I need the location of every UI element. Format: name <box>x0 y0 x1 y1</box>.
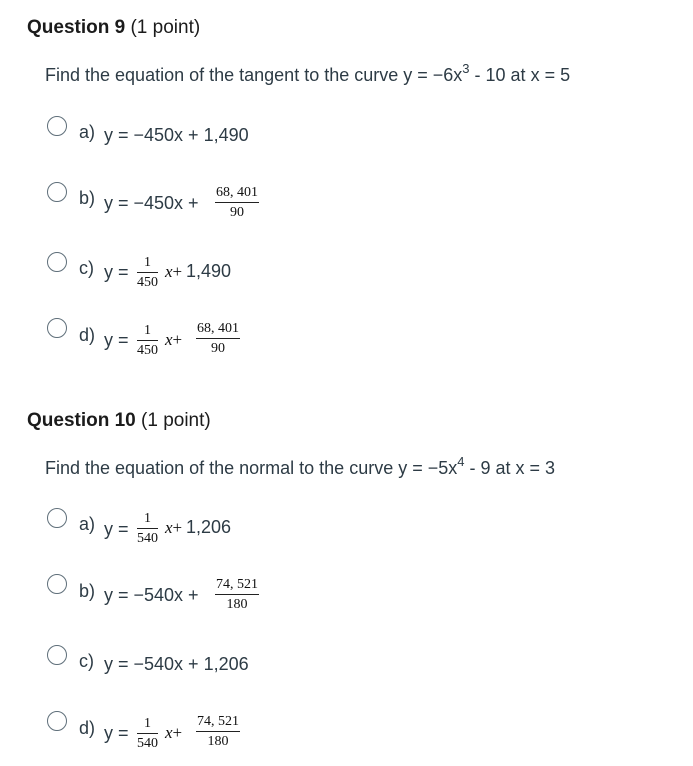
fraction-numerator: 74, 521 <box>196 714 240 732</box>
fraction-numerator: 68, 401 <box>196 321 240 339</box>
question-9-header <box>27 17 200 39</box>
question-10-prompt: Find the equation of the normal to the curve $y = -5x^4 - 9$ at x = 3 <box>45 454 556 478</box>
fraction-denominator: 180 <box>207 734 229 749</box>
math-term: x+ <box>165 262 183 281</box>
radio-button[interactable] <box>47 252 67 272</box>
fraction-numerator: 74, 521 <box>215 577 259 595</box>
math-term: x+ <box>165 723 183 742</box>
q9-option-b[interactable] <box>47 182 467 222</box>
fraction <box>215 577 259 613</box>
fraction <box>215 185 259 221</box>
q9-option-d[interactable] <box>47 318 467 358</box>
math-term: x+ <box>165 330 183 349</box>
fraction <box>137 323 158 359</box>
option-expression: y = −540x + 1,206 <box>104 654 249 674</box>
fraction-numerator: 1 <box>137 323 158 341</box>
q10-option-c[interactable] <box>47 645 467 685</box>
radio-button[interactable] <box>47 508 67 528</box>
option-letter: a) <box>79 514 96 534</box>
fraction <box>137 255 158 291</box>
fraction-numerator: 68, 401 <box>215 185 259 203</box>
option-letter: a) <box>79 122 96 142</box>
fraction-denominator: 540 <box>137 736 158 751</box>
fraction <box>137 511 158 547</box>
radio-button[interactable] <box>47 318 67 338</box>
option-constant: 1,490 <box>186 261 232 281</box>
fraction <box>196 321 240 357</box>
option-letter: b) <box>79 188 96 208</box>
question-points: (1 point) <box>141 410 211 431</box>
option-expression: y = <box>104 262 129 282</box>
radio-button[interactable] <box>47 116 67 136</box>
question-10-header <box>27 410 211 432</box>
option-letter: d) <box>79 325 96 345</box>
q9-option-c[interactable] <box>47 252 467 292</box>
radio-button[interactable] <box>47 711 67 731</box>
q9-option-a[interactable] <box>47 116 467 156</box>
option-expression: y = −450x + <box>104 193 199 213</box>
radio-button[interactable] <box>47 182 67 202</box>
question-number: Question 9 <box>27 17 126 38</box>
fraction-denominator: 450 <box>137 275 158 290</box>
option-expression: y = <box>104 519 129 539</box>
option-constant: 1,206 <box>186 517 232 537</box>
option-letter: c) <box>79 258 94 278</box>
q10-option-a[interactable] <box>47 508 467 548</box>
question-number: Question 10 <box>27 410 136 431</box>
option-expression: y = −450x + 1,490 <box>104 125 249 145</box>
fraction-denominator: 90 <box>230 205 244 220</box>
fraction-denominator: 90 <box>211 341 225 356</box>
math-term: x+ <box>165 518 183 537</box>
fraction-numerator: 1 <box>137 255 158 273</box>
fraction-denominator: 540 <box>137 531 158 546</box>
radio-button[interactable] <box>47 574 67 594</box>
fraction <box>196 714 240 750</box>
fraction <box>137 716 158 752</box>
option-expression: y = −540x + <box>104 585 199 605</box>
radio-button[interactable] <box>47 645 67 665</box>
q10-option-b[interactable] <box>47 574 467 614</box>
fraction-numerator: 1 <box>137 716 158 734</box>
question-points: (1 point) <box>130 17 201 38</box>
option-letter: d) <box>79 718 96 738</box>
option-expression: y = <box>104 723 129 743</box>
option-letter: c) <box>79 651 94 671</box>
question-9-prompt: Find the equation of the tangent to the curve $y = -6x^3 - 10$ at x = 5 <box>45 61 571 85</box>
option-letter: b) <box>79 581 96 601</box>
fraction-denominator: 450 <box>137 343 158 358</box>
option-expression: y = <box>104 330 129 350</box>
fraction-numerator: 1 <box>137 511 158 529</box>
fraction-denominator: 180 <box>226 597 248 612</box>
q10-option-d[interactable] <box>47 711 467 751</box>
